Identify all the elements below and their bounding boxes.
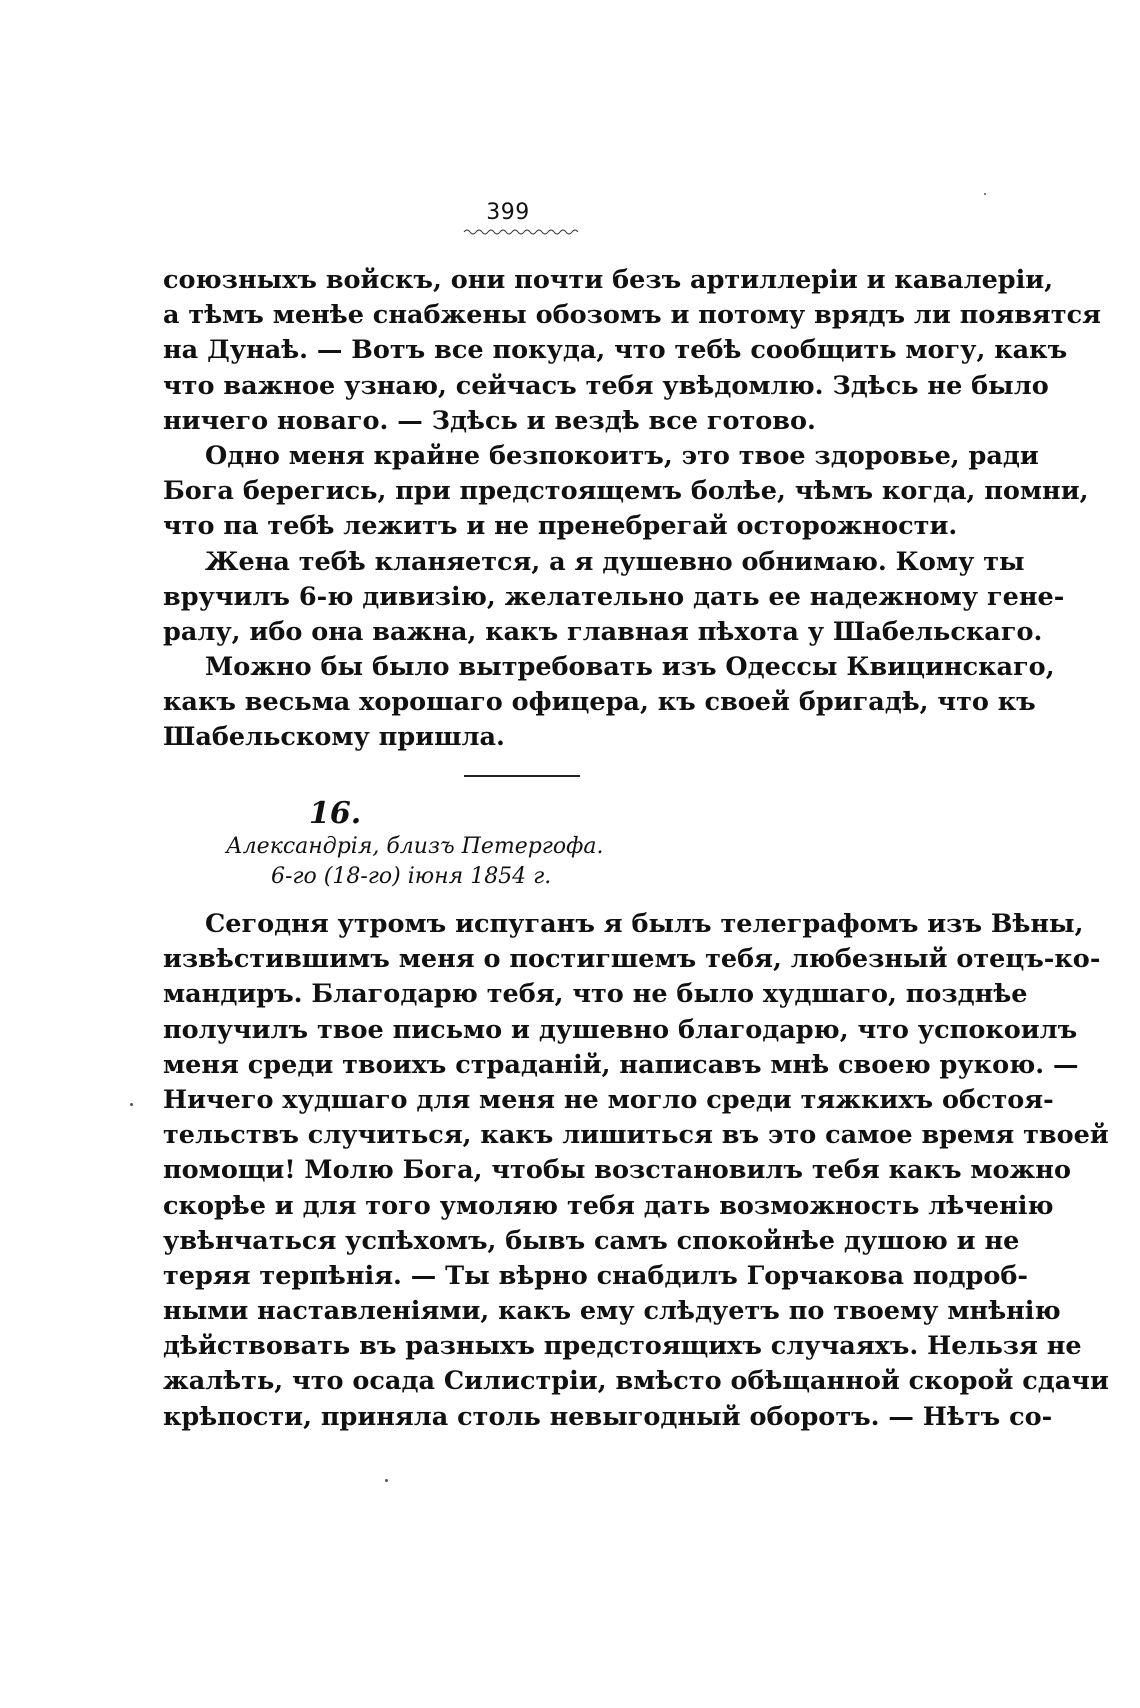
text-line: на Дунаѣ. — Вотъ все покуда, что тебѣ сообщить могу, какъ xyxy=(163,335,1068,366)
text-line: вручилъ 6-ю дивизію, желательно дать ее надежному гене- xyxy=(163,581,1065,612)
text-line: Ничего худшаго для меня не могло среди тяжкихъ обстоя- xyxy=(163,1084,1054,1115)
continuation-text xyxy=(163,263,1101,756)
text-line: меня среди твоихъ страданій, написавъ мнѣ своею рукою. — xyxy=(163,1049,1079,1080)
scan-speck xyxy=(984,193,986,195)
text-line: Бога берегись, при предстоящемъ болѣе, чѣмъ когда, помни, xyxy=(163,476,1089,507)
text-line: ничего новаго. — Здѣсь и вездѣ все готово. xyxy=(163,405,816,436)
text-line: получилъ твое письмо и душевно благодарю, что успокоилъ xyxy=(163,1014,1078,1045)
text-line: Жена тебѣ кланяется, а я душевно обнимаю. Кому ты xyxy=(205,546,1025,577)
text-line: крѣпости, приняла столь невыгодный оборотъ. — Нѣтъ со- xyxy=(163,1401,1053,1432)
text-line: Сегодня утромъ испуганъ я былъ телеграфомъ изъ Вѣны, xyxy=(205,909,1084,939)
text-line: дѣйствовать въ разныхъ предстоящихъ случаяхъ. Нельзя не xyxy=(163,1331,1082,1362)
text-line: помощи! Молю Бога, чтобы возстановилъ тебя какъ можно xyxy=(163,1155,1071,1186)
text-line: что па тебѣ лежитъ и не пренебрегай осторожности. xyxy=(163,511,958,542)
text-line: увѣнчаться успѣхомъ, бывъ самъ спокойнѣе душою и не xyxy=(163,1225,1020,1256)
scan-speck xyxy=(130,1103,133,1106)
text-line: ралу, ибо она важна, какъ главная пѣхота у Шабельскаго. xyxy=(163,616,1043,647)
text-line: теряя терпѣнія. — Ты вѣрно снабдилъ Горчакова подроб- xyxy=(163,1260,1028,1291)
text-line: мандиръ. Благодарю тебя, что не было худшаго, позднѣе xyxy=(163,979,1028,1010)
text-line: жалѣть, что осада Силистріи, вмѣсто обѣщанной скорой сдачи xyxy=(163,1366,1109,1397)
letter-date: 6-го (18-го) іюня 1854 г. xyxy=(271,864,552,889)
page-number: 399 xyxy=(486,200,530,225)
section-separator xyxy=(464,775,580,777)
text-line: скорѣе и для того умоляю тебя дать возможность лѣченію xyxy=(163,1190,1054,1221)
text-line: ными наставленіями, какъ ему слѣдуетъ по твоему мнѣнію xyxy=(163,1296,1061,1327)
scan-speck xyxy=(385,1479,388,1482)
text-line: что важное узнаю, сейчасъ тебя увѣдомлю. Здѣсь не было xyxy=(163,370,1049,401)
text-line: тельствъ случиться, какъ лишиться въ это самое время твоей xyxy=(163,1120,1109,1151)
letter-place: Александрія, близъ Петергофа. xyxy=(226,834,604,859)
text-line: извѣстившимъ меня о постигшемъ тебя, любезный отецъ-ко- xyxy=(163,944,1101,975)
page-number-ornament xyxy=(462,226,580,236)
text-line: Шабельскому пришла. xyxy=(163,722,505,753)
text-line: Можно бы было вытребовать изъ Одессы Квицинскаго, xyxy=(205,652,1055,683)
letter-body xyxy=(163,907,1109,1435)
text-line: союзныхъ войскъ, они почти безъ артиллеріи и кавалеріи, xyxy=(163,265,1054,295)
letter-number: 16. xyxy=(309,796,362,831)
text-line: Одно меня крайне безпокоитъ, это твое здоровье, ради xyxy=(205,440,1039,471)
text-line: какъ весьма хорошаго офицера, къ своей бригадѣ, что къ xyxy=(163,687,1036,718)
text-line: а тѣмъ менѣе снабжены обозомъ и потому врядъ ли появятся xyxy=(163,300,1101,331)
